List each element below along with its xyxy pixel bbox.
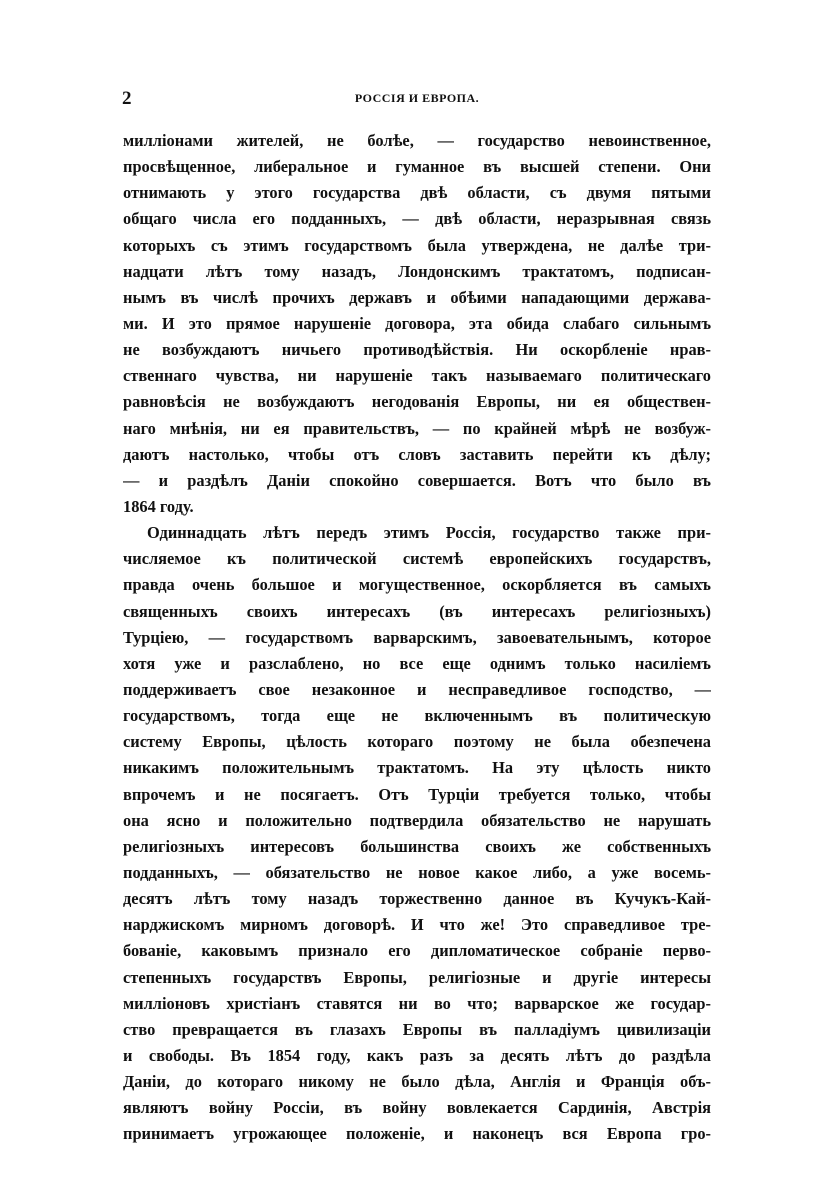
text-line: принимаетъ угрожающее положеніе, и наконецъ вся Европа гро- (123, 1124, 711, 1144)
text-line: впрочемъ и не посягаетъ. Отъ Турціи требуется только, чтобы (123, 784, 711, 804)
text-line: надцати лѣтъ тому назадъ, Лондонскимъ трактатомъ, подписан- (123, 261, 711, 281)
text-line: являютъ войну Россіи, въ войну вовлекается Сардинія, Австрія (123, 1098, 711, 1118)
text-line: которыхъ съ этимъ государствомъ была утверждена, не далѣе три- (123, 235, 711, 255)
text-line: милліонами жителей, не болѣе, — государство невоинственное, (123, 131, 711, 150)
text-line: Турціею, — государствомъ варварскимъ, завоевательнымъ, которое (123, 627, 711, 647)
text-line: хотя уже и разслаблено, но все еще однимъ только насиліемъ (123, 653, 711, 673)
text-line: просвѣщенное, либеральное и гуманное въ высшей степени. Они (123, 157, 711, 177)
text-line: степенныхъ государствъ Европы, религіозные и другіе интересы (123, 967, 711, 987)
text-line: десятъ лѣтъ тому назадъ торжественно данное въ Кучукъ-Кай- (123, 889, 711, 909)
text-line: Одиннадцать лѣтъ передъ этимъ Россія, государство также при- (147, 523, 711, 543)
text-line: никакимъ положительнымъ трактатомъ. На эту цѣлость никто (123, 758, 711, 778)
text-line: ми. И это прямое нарушеніе договора, эта обида слабаго сильнымъ (123, 313, 711, 333)
text-line: ство превращается въ глазахъ Европы въ палладіумъ цивилизаціи (123, 1019, 711, 1039)
text-line: равновѣсія не возбуждаютъ негодованія Европы, ни ея обществен- (123, 392, 711, 412)
text-line: государствомъ, тогда еще не включеннымъ въ политическую (123, 706, 711, 726)
page-header (122, 88, 712, 112)
text-line: и свободы. Въ 1854 году, какъ разъ за десять лѣтъ до раздѣла (123, 1045, 711, 1065)
text-line: ственнаго чувства, ни нарушеніе такъ называемаго политическаго (123, 366, 711, 386)
text-line: Даніи, до котораго никому не было дѣла, Англія и Франція объ- (123, 1072, 711, 1092)
page-number: 2 (122, 88, 132, 109)
text-line: нарджискомъ мирномъ договорѣ. И что же! Это справедливое тре- (123, 915, 711, 935)
text-line: числяемое къ политической системѣ европейскихъ государствъ, (123, 549, 711, 569)
text-line: 1864 году. (123, 496, 194, 516)
text-line: — и раздѣлъ Даніи спокойно совершается. Вотъ что было въ (123, 470, 711, 490)
text-line: систему Европы, цѣлость котораго поэтому не была обезпечена (123, 732, 711, 752)
paragraph-1 (123, 128, 711, 520)
text-line: поддерживаетъ свое незаконное и несправедливое господство, — (123, 679, 711, 699)
paragraph-2 (123, 520, 711, 1147)
text-line: общаго числа его подданныхъ, — двѣ области, неразрывная связь (123, 209, 711, 229)
text-line: правда очень большое и могущественное, оскорбляется въ самыхъ (123, 575, 711, 595)
text-line: бованіе, каковымъ признало его дипломатическое собраніе перво- (123, 941, 711, 961)
text-line: подданныхъ, — обязательство не новое какое либо, а уже восемь- (123, 862, 711, 882)
text-line: отнимають у этого государства двѣ области, съ двумя пятыми (123, 183, 711, 203)
text-line: не возбуждаютъ ничьего противодѣйствія. Ни оскорбленіе нрав- (123, 340, 711, 360)
running-title: РОССІЯ И ЕВРОПА. (354, 91, 480, 105)
text-line: даютъ настолько, чтобы отъ словъ заставить перейти къ дѣлу; (123, 444, 711, 464)
text-line: наго мнѣнія, ни ея правительствъ, — по крайней мѣрѣ не возбуж- (123, 418, 711, 438)
text-line: религіозныхъ интересовъ большинства своихъ же собственныхъ (123, 836, 711, 856)
text-line: священныхъ своихъ интересахъ (въ интересахъ религіозныхъ) (123, 601, 711, 621)
text-line: милліоновъ христіанъ ставятся ни во что; варварское же государ- (123, 993, 711, 1013)
body-text (123, 128, 711, 1147)
text-line: она ясно и положительно подтвердила обязательство не нарушать (123, 810, 711, 830)
text-line: нымъ въ числѣ прочихъ державъ и обѣими нападающими держава- (123, 287, 711, 307)
